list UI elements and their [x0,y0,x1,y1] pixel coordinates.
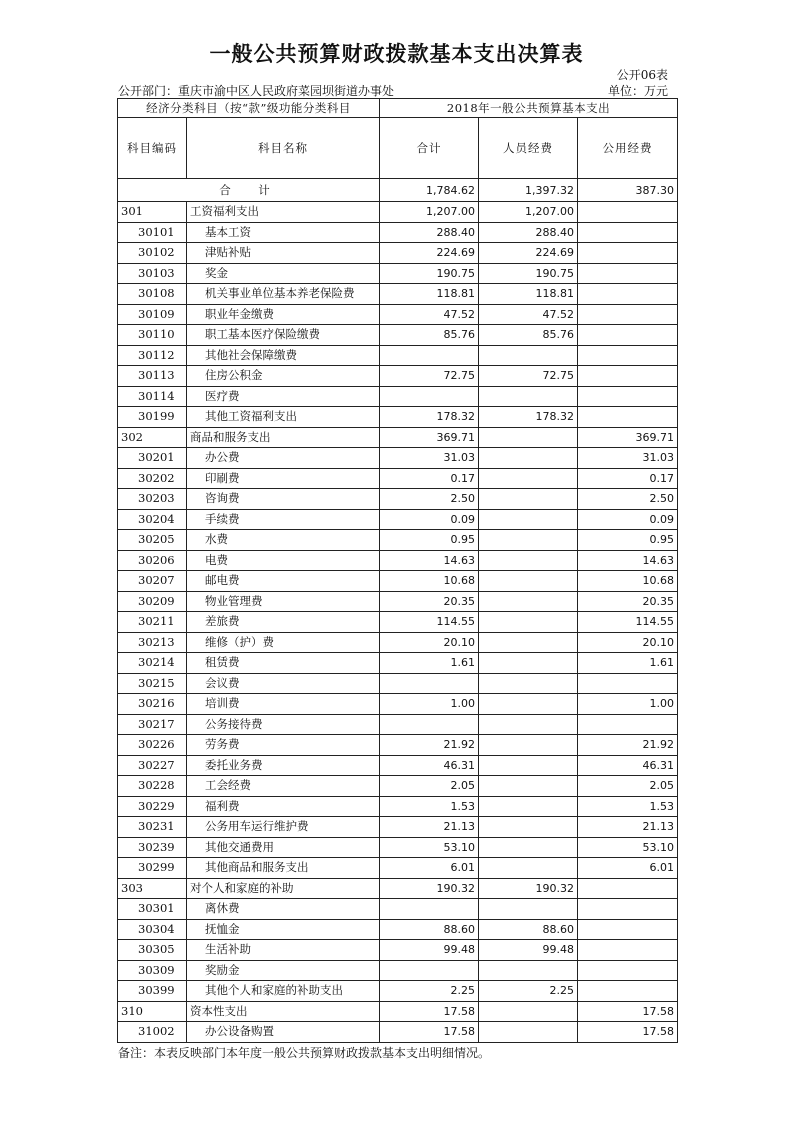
row-total [380,673,479,694]
row-personnel [479,550,578,571]
table-row [118,304,678,325]
table-row [118,858,678,879]
table-row [118,735,678,756]
row-public: 46.31 [578,755,678,776]
row-public: 53.10 [578,837,678,858]
row-code: 30217 [118,714,187,735]
row-public: 114.55 [578,612,678,633]
row-code: 302 [118,427,187,448]
row-name: 电费 [187,550,380,571]
row-code: 30231 [118,817,187,838]
row-name: 医疗费 [187,386,380,407]
row-total: 114.55 [380,612,479,633]
row-code: 301 [118,202,187,223]
table-row [118,960,678,981]
table-row [118,1022,678,1043]
row-name: 办公费 [187,448,380,469]
row-personnel [479,489,578,510]
row-name: 水费 [187,530,380,551]
row-public: 2.05 [578,776,678,797]
row-name: 工资福利支出 [187,202,380,223]
row-code: 30102 [118,243,187,264]
row-code: 30309 [118,960,187,981]
economic-class-header: 经济分类科目（按“款”级功能分类科目 [118,99,380,118]
unit-label: 单位：万元 [607,84,668,98]
table-row [118,407,678,428]
row-name: 机关事业单位基本养老保险费 [187,284,380,305]
row-public [578,304,678,325]
table-row [118,468,678,489]
row-public: 0.95 [578,530,678,551]
table-row [118,694,678,715]
name-header: 科目名称 [187,118,380,179]
row-name: 公务接待费 [187,714,380,735]
row-total: 190.32 [380,878,479,899]
row-code: 30239 [118,837,187,858]
row-name: 对个人和家庭的补助 [187,878,380,899]
table-row [118,202,678,223]
total-row [118,179,678,202]
row-public [578,673,678,694]
table-row [118,612,678,633]
row-name: 津贴补贴 [187,243,380,264]
row-code: 30213 [118,632,187,653]
table-row [118,1001,678,1022]
row-code: 310 [118,1001,187,1022]
row-public [578,243,678,264]
row-public [578,960,678,981]
total-personnel: 1,397.32 [479,179,578,202]
row-name: 咨询费 [187,489,380,510]
row-personnel: 190.32 [479,878,578,899]
row-public [578,899,678,920]
row-personnel [479,1001,578,1022]
row-total: 53.10 [380,837,479,858]
row-name: 委托业务费 [187,755,380,776]
row-personnel [479,899,578,920]
page-title: 一般公共预算财政拨款基本支出决算表 [209,42,584,66]
row-personnel [479,714,578,735]
row-name: 资本性支出 [187,1001,380,1022]
row-total: 0.09 [380,509,479,530]
table-row [118,509,678,530]
row-name: 印刷费 [187,468,380,489]
table-row [118,673,678,694]
row-name: 其他个人和家庭的补助支出 [187,981,380,1002]
row-personnel [479,673,578,694]
row-personnel [479,386,578,407]
row-name: 商品和服务支出 [187,427,380,448]
table-row [118,345,678,366]
table-row [118,243,678,264]
row-personnel: 190.75 [479,263,578,284]
table-row [118,714,678,735]
row-public [578,386,678,407]
row-total [380,345,479,366]
row-total [380,386,479,407]
table-row [118,919,678,940]
row-public: 17.58 [578,1001,678,1022]
row-name: 职业年金缴费 [187,304,380,325]
header-row-1 [118,99,678,118]
row-code: 30399 [118,981,187,1002]
row-code: 30228 [118,776,187,797]
row-name: 抚恤金 [187,919,380,940]
row-code: 30301 [118,899,187,920]
row-total: 17.58 [380,1001,479,1022]
public-header: 公用经费 [578,118,678,179]
row-public: 21.92 [578,735,678,756]
row-total [380,899,479,920]
budget-2018-header: 2018年一般公共预算基本支出 [380,99,678,118]
row-code: 30211 [118,612,187,633]
table-row [118,222,678,243]
row-code: 30216 [118,694,187,715]
row-name: 基本工资 [187,222,380,243]
footnote: 备注：本表反映部门本年度一般公共预算财政拨款基本支出明细情况。 [118,1046,491,1060]
row-public: 369.71 [578,427,678,448]
row-public [578,222,678,243]
table-row [118,263,678,284]
row-name: 办公设备购置 [187,1022,380,1043]
row-name: 其他社会保障缴费 [187,345,380,366]
personnel-header: 人员经费 [479,118,578,179]
total-public: 387.30 [578,179,678,202]
row-total: 288.40 [380,222,479,243]
expenditure-table [117,98,678,1043]
table-row [118,817,678,838]
row-public [578,878,678,899]
row-public: 1.00 [578,694,678,715]
row-total: 2.05 [380,776,479,797]
row-personnel [479,755,578,776]
table-row [118,878,678,899]
row-total: 14.63 [380,550,479,571]
row-personnel: 88.60 [479,919,578,940]
row-name: 维修（护）费 [187,632,380,653]
row-code: 30227 [118,755,187,776]
table-row [118,448,678,469]
row-total: 224.69 [380,243,479,264]
row-total: 6.01 [380,858,479,879]
row-personnel [479,632,578,653]
code-header: 科目编码 [118,118,187,179]
row-total: 178.32 [380,407,479,428]
row-public [578,284,678,305]
table-row [118,899,678,920]
table-row [118,550,678,571]
table-row [118,427,678,448]
row-personnel [479,448,578,469]
row-name: 生活补助 [187,940,380,961]
row-public [578,366,678,387]
row-name: 住房公积金 [187,366,380,387]
row-name: 手续费 [187,509,380,530]
row-personnel [479,571,578,592]
row-code: 30110 [118,325,187,346]
row-public: 0.17 [578,468,678,489]
row-personnel [479,858,578,879]
row-total: 1,207.00 [380,202,479,223]
table-row [118,489,678,510]
row-code: 30204 [118,509,187,530]
row-total: 1.61 [380,653,479,674]
row-code: 31002 [118,1022,187,1043]
table-row [118,653,678,674]
row-name: 物业管理费 [187,591,380,612]
row-name: 会议费 [187,673,380,694]
table-row [118,796,678,817]
row-total: 118.81 [380,284,479,305]
row-code: 30214 [118,653,187,674]
row-personnel [479,427,578,448]
row-name: 职工基本医疗保险缴费 [187,325,380,346]
row-total: 0.17 [380,468,479,489]
total-header: 合计 [380,118,479,179]
department-label: 公开部门：重庆市渝中区人民政府菜园坝街道办事处 [118,84,395,98]
row-name: 培训费 [187,694,380,715]
row-public [578,325,678,346]
row-total: 99.48 [380,940,479,961]
row-personnel: 118.81 [479,284,578,305]
row-personnel: 72.75 [479,366,578,387]
table-row [118,632,678,653]
row-code: 30215 [118,673,187,694]
row-code: 30199 [118,407,187,428]
row-total: 2.25 [380,981,479,1002]
row-public: 17.58 [578,1022,678,1043]
table-row [118,981,678,1002]
row-name: 邮电费 [187,571,380,592]
row-code: 30229 [118,796,187,817]
row-total: 1.53 [380,796,479,817]
row-public [578,714,678,735]
row-code: 30206 [118,550,187,571]
row-total: 21.92 [380,735,479,756]
row-total: 0.95 [380,530,479,551]
row-personnel [479,776,578,797]
row-personnel [479,509,578,530]
row-personnel: 224.69 [479,243,578,264]
row-personnel [479,653,578,674]
row-code: 30209 [118,591,187,612]
table-row [118,386,678,407]
row-code: 30114 [118,386,187,407]
row-personnel: 99.48 [479,940,578,961]
row-name: 奖金 [187,263,380,284]
table-row [118,571,678,592]
table-row [118,284,678,305]
row-name: 福利费 [187,796,380,817]
row-code: 30202 [118,468,187,489]
row-code: 30205 [118,530,187,551]
row-public: 10.68 [578,571,678,592]
row-public [578,202,678,223]
row-public: 0.09 [578,509,678,530]
row-code: 30113 [118,366,187,387]
row-name: 奖励金 [187,960,380,981]
row-code: 30101 [118,222,187,243]
row-personnel [479,735,578,756]
row-public [578,919,678,940]
table-row [118,591,678,612]
total-label: 合 计 [118,179,380,202]
row-personnel: 85.76 [479,325,578,346]
row-personnel [479,694,578,715]
row-total: 1.00 [380,694,479,715]
row-public: 31.03 [578,448,678,469]
row-total: 72.75 [380,366,479,387]
form-number: 公开06表 [616,68,668,82]
row-personnel [479,1022,578,1043]
row-code: 303 [118,878,187,899]
row-code: 30203 [118,489,187,510]
row-code: 30109 [118,304,187,325]
row-total: 85.76 [380,325,479,346]
row-name: 劳务费 [187,735,380,756]
row-personnel [479,530,578,551]
row-personnel: 47.52 [479,304,578,325]
row-code: 30108 [118,284,187,305]
row-total: 369.71 [380,427,479,448]
row-personnel [479,468,578,489]
row-total: 21.13 [380,817,479,838]
row-total [380,714,479,735]
row-name: 其他交通费用 [187,837,380,858]
row-code: 30207 [118,571,187,592]
row-name: 公务用车运行维护费 [187,817,380,838]
row-total: 20.10 [380,632,479,653]
row-code: 30305 [118,940,187,961]
table-row [118,837,678,858]
row-total: 20.35 [380,591,479,612]
row-total: 88.60 [380,919,479,940]
row-public: 2.50 [578,489,678,510]
row-public [578,345,678,366]
table-row [118,530,678,551]
header-row-2 [118,118,678,179]
row-total: 17.58 [380,1022,479,1043]
row-total: 190.75 [380,263,479,284]
row-public [578,940,678,961]
row-personnel: 1,207.00 [479,202,578,223]
row-code: 30304 [118,919,187,940]
row-total [380,960,479,981]
row-total: 2.50 [380,489,479,510]
row-code: 30226 [118,735,187,756]
table-row [118,776,678,797]
row-total: 46.31 [380,755,479,776]
row-name: 其他工资福利支出 [187,407,380,428]
row-total: 31.03 [380,448,479,469]
row-public [578,263,678,284]
row-personnel: 2.25 [479,981,578,1002]
row-public [578,407,678,428]
row-personnel [479,612,578,633]
row-name: 工会经费 [187,776,380,797]
row-code: 30112 [118,345,187,366]
row-code: 30201 [118,448,187,469]
row-public: 20.35 [578,591,678,612]
row-personnel: 288.40 [479,222,578,243]
row-personnel [479,796,578,817]
table-row [118,366,678,387]
row-public: 1.53 [578,796,678,817]
row-name: 其他商品和服务支出 [187,858,380,879]
table-row [118,325,678,346]
row-personnel: 178.32 [479,407,578,428]
table-row [118,940,678,961]
row-total: 10.68 [380,571,479,592]
row-public: 6.01 [578,858,678,879]
table-row [118,755,678,776]
row-personnel [479,837,578,858]
row-personnel [479,817,578,838]
row-public: 21.13 [578,817,678,838]
row-total: 47.52 [380,304,479,325]
row-code: 30103 [118,263,187,284]
row-code: 30299 [118,858,187,879]
row-personnel [479,591,578,612]
total-amount: 1,784.62 [380,179,479,202]
row-name: 离休费 [187,899,380,920]
row-name: 租赁费 [187,653,380,674]
row-personnel [479,345,578,366]
row-public: 20.10 [578,632,678,653]
row-personnel [479,960,578,981]
row-public: 1.61 [578,653,678,674]
row-public [578,981,678,1002]
row-name: 差旅费 [187,612,380,633]
row-public: 14.63 [578,550,678,571]
